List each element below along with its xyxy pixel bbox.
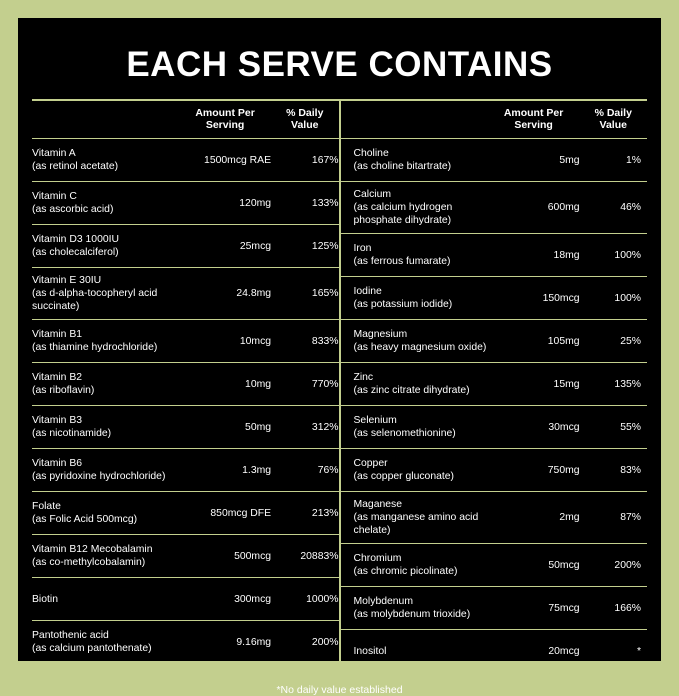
header-daily-line2: Value bbox=[291, 119, 319, 132]
daily-value-percent: 20883% bbox=[271, 535, 338, 578]
nutrient-source: (as retinol acetate) bbox=[32, 161, 119, 173]
nutrient-name: Selenium bbox=[353, 415, 397, 427]
header-amount-right bbox=[488, 101, 580, 139]
nutrient-source: (as zinc citrate dihydrate) bbox=[353, 385, 470, 397]
table-row bbox=[341, 449, 648, 492]
amount-per-serving-value: 50mg bbox=[179, 406, 271, 449]
nutrient-source: (as d-alpha-tocopheryl acid succinate) bbox=[32, 288, 158, 313]
daily-value-percent: 1% bbox=[580, 139, 647, 182]
amount-per-serving-value: 500mcg bbox=[179, 535, 271, 578]
amount-per-serving-value: 105mg bbox=[488, 320, 580, 363]
table-row bbox=[341, 587, 648, 630]
nutrient-source: (as manganese amino acid chelate) bbox=[353, 512, 479, 537]
nutrient-name: Copper bbox=[353, 458, 388, 470]
nutrient-name: Iron bbox=[353, 243, 372, 255]
amount-per-serving-value: 24.8mg bbox=[179, 268, 271, 320]
nutrient-name-cell bbox=[341, 277, 488, 320]
daily-value-percent: 312% bbox=[271, 406, 338, 449]
header-amount-line1: Amount Per bbox=[503, 107, 564, 119]
table-row bbox=[341, 277, 648, 320]
daily-value-percent: 76% bbox=[271, 449, 338, 492]
daily-value-percent: 133% bbox=[271, 182, 338, 225]
daily-value-percent: 1000% bbox=[271, 578, 338, 621]
nutrient-name-cell bbox=[341, 182, 488, 234]
amount-per-serving-value: 50mcg bbox=[488, 544, 580, 587]
daily-value-percent: 200% bbox=[580, 544, 647, 587]
table-row bbox=[32, 406, 339, 449]
nutrient-source: (as ascorbic acid) bbox=[32, 204, 114, 216]
daily-value-percent: 100% bbox=[580, 234, 647, 277]
nutrient-name: Choline bbox=[353, 148, 389, 160]
nutrient-name-cell bbox=[32, 535, 179, 578]
nutrient-source: (as copper gluconate) bbox=[353, 471, 455, 483]
nutrient-name-cell bbox=[341, 587, 488, 630]
daily-value-percent: 125% bbox=[271, 225, 338, 268]
amount-per-serving-value: 30mcg bbox=[488, 406, 580, 449]
daily-value-percent: 213% bbox=[271, 492, 338, 535]
supplement-facts-panel bbox=[18, 18, 661, 696]
table-row bbox=[32, 492, 339, 535]
nutrient-source: (as calcium hydrogen phosphate dihydrate) bbox=[353, 202, 453, 227]
nutrient-name-cell bbox=[341, 406, 488, 449]
header-amount-left bbox=[179, 101, 271, 139]
amount-per-serving-value: 2mg bbox=[488, 492, 580, 544]
nutrient-name-cell bbox=[32, 621, 179, 664]
table-row bbox=[341, 630, 648, 673]
nutrient-name-cell bbox=[32, 225, 179, 268]
table-header-row bbox=[32, 101, 339, 139]
daily-value-percent: 167% bbox=[271, 139, 338, 182]
nutrient-name-cell bbox=[32, 363, 179, 406]
daily-value-percent: 100% bbox=[580, 277, 647, 320]
nutrient-name-cell bbox=[341, 492, 488, 544]
nutrient-source: (as ferrous fumarate) bbox=[353, 256, 451, 268]
amount-per-serving-value: 850mcg DFE bbox=[179, 492, 271, 535]
nutrient-source: (as choline bitartrate) bbox=[353, 161, 452, 173]
header-amount-line2: Serving bbox=[514, 119, 553, 132]
nutrient-name-cell bbox=[32, 406, 179, 449]
table-row bbox=[32, 182, 339, 225]
table-row bbox=[341, 234, 648, 277]
nutrient-source: (as heavy magnesium oxide) bbox=[353, 342, 487, 354]
nutrition-table-wrapper bbox=[32, 101, 647, 673]
daily-value-percent: 165% bbox=[271, 268, 338, 320]
nutrient-name-cell bbox=[32, 182, 179, 225]
amount-per-serving-value: 120mg bbox=[179, 182, 271, 225]
header-daily-line1: % Daily bbox=[594, 107, 632, 119]
table-row bbox=[32, 225, 339, 268]
nutrient-name: Vitamin B3 bbox=[32, 415, 83, 427]
amount-per-serving-value: 25mcg bbox=[179, 225, 271, 268]
amount-per-serving-value: 10mg bbox=[179, 363, 271, 406]
nutrient-name-cell bbox=[32, 578, 179, 621]
amount-per-serving-value: 20mcg bbox=[488, 630, 580, 673]
nutrient-name: Iodine bbox=[353, 286, 382, 298]
header-nutrient-left bbox=[32, 101, 179, 139]
amount-per-serving-value: 15mg bbox=[488, 363, 580, 406]
nutrient-name-cell bbox=[32, 320, 179, 363]
amount-per-serving-value: 750mg bbox=[488, 449, 580, 492]
nutrient-source: (as calcium pantothenate) bbox=[32, 643, 152, 655]
amount-per-serving-value: 75mcg bbox=[488, 587, 580, 630]
nutrition-column-left bbox=[32, 101, 339, 673]
page-title: EACH SERVE CONTAINS bbox=[126, 45, 553, 84]
nutrient-source: (as nicotinamide) bbox=[32, 428, 112, 440]
nutrient-name: Folate bbox=[32, 501, 61, 513]
nutrition-table-right bbox=[341, 101, 648, 673]
nutrient-source: (as pyridoxine hydrochloride) bbox=[32, 471, 166, 483]
nutrient-name: Chromium bbox=[353, 553, 402, 565]
nutrient-name: Vitamin B2 bbox=[32, 372, 83, 384]
table-row bbox=[341, 182, 648, 234]
daily-value-percent: 55% bbox=[580, 406, 647, 449]
daily-value-percent: * bbox=[580, 630, 647, 673]
nutrient-source: (as cholecalciferol) bbox=[32, 247, 119, 259]
nutrient-name: Vitamin A bbox=[32, 148, 76, 160]
table-row bbox=[341, 544, 648, 587]
nutrient-name-cell bbox=[32, 268, 179, 320]
nutrient-name: Vitamin C bbox=[32, 191, 77, 203]
nutrient-name-cell bbox=[341, 363, 488, 406]
daily-value-percent: 166% bbox=[580, 587, 647, 630]
nutrient-name-cell bbox=[32, 492, 179, 535]
header-daily-value-right bbox=[580, 101, 647, 139]
amount-per-serving-value: 1.3mg bbox=[179, 449, 271, 492]
amount-per-serving-value: 600mg bbox=[488, 182, 580, 234]
amount-per-serving-value: 1500mcg RAE bbox=[179, 139, 271, 182]
table-row bbox=[32, 363, 339, 406]
nutrient-name: Vitamin B12 Mecobalamin bbox=[32, 544, 153, 556]
table-row bbox=[341, 492, 648, 544]
nutrient-name-cell bbox=[32, 449, 179, 492]
nutrient-name: Zinc bbox=[353, 372, 374, 384]
header-nutrient-right bbox=[341, 101, 488, 139]
table-row bbox=[32, 320, 339, 363]
nutrient-name: Calcium bbox=[353, 189, 392, 201]
amount-per-serving-value: 9.16mg bbox=[179, 621, 271, 664]
amount-per-serving-value: 5mg bbox=[488, 139, 580, 182]
nutrient-name-cell bbox=[341, 139, 488, 182]
nutrient-name-cell bbox=[341, 234, 488, 277]
nutrient-name: Magnesium bbox=[353, 329, 408, 341]
nutrient-source: (as Folic Acid 500mcg) bbox=[32, 514, 138, 526]
header-amount-line2: Serving bbox=[205, 119, 245, 132]
daily-value-percent: 833% bbox=[271, 320, 338, 363]
nutrient-source: (as riboflavin) bbox=[32, 385, 95, 397]
table-row bbox=[341, 406, 648, 449]
nutrient-name: Vitamin B1 bbox=[32, 329, 83, 341]
nutrient-source: (as thiamine hydrochloride) bbox=[32, 342, 158, 354]
daily-value-percent: 46% bbox=[580, 182, 647, 234]
daily-value-percent: 770% bbox=[271, 363, 338, 406]
daily-value-percent: 83% bbox=[580, 449, 647, 492]
daily-value-percent: 200% bbox=[271, 621, 338, 664]
amount-per-serving-value: 10mcg bbox=[179, 320, 271, 363]
nutrient-source: (as potassium iodide) bbox=[353, 299, 453, 311]
table-row bbox=[341, 139, 648, 182]
nutrient-source: (as selenomethionine) bbox=[353, 428, 456, 440]
nutrient-name: Molybdenum bbox=[353, 596, 413, 608]
table-row bbox=[32, 535, 339, 578]
table-row bbox=[32, 449, 339, 492]
header-daily-value-left bbox=[271, 101, 338, 139]
nutrient-name: Pantothenic acid bbox=[32, 630, 109, 642]
nutrition-column-right bbox=[341, 101, 648, 673]
header-daily-line2: Value bbox=[599, 119, 627, 132]
nutrition-table-left bbox=[32, 101, 339, 664]
nutrient-name: Biotin bbox=[32, 593, 58, 605]
amount-per-serving-value: 18mg bbox=[488, 234, 580, 277]
nutrient-name-cell bbox=[32, 139, 179, 182]
nutrient-source: (as molybdenum trioxide) bbox=[353, 609, 471, 621]
nutrient-source: (as chromic picolinate) bbox=[353, 566, 458, 578]
amount-per-serving-value: 150mcg bbox=[488, 277, 580, 320]
footnote: *No daily value established bbox=[276, 683, 403, 696]
nutrient-name: Inositol bbox=[353, 645, 387, 657]
table-header-row bbox=[341, 101, 648, 139]
table-row bbox=[341, 320, 648, 363]
nutrient-name-cell bbox=[341, 320, 488, 363]
nutrient-name: Vitamin D3 1000IU bbox=[32, 234, 120, 246]
daily-value-percent: 25% bbox=[580, 320, 647, 363]
nutrient-name-cell bbox=[341, 544, 488, 587]
daily-value-percent: 135% bbox=[580, 363, 647, 406]
nutrient-name: Vitamin E 30IU bbox=[32, 275, 102, 287]
header-amount-line1: Amount Per bbox=[195, 107, 255, 119]
table-row bbox=[32, 268, 339, 320]
nutrient-name: Maganese bbox=[353, 499, 403, 511]
table-row bbox=[32, 578, 339, 621]
amount-per-serving-value: 300mcg bbox=[179, 578, 271, 621]
table-row bbox=[32, 621, 339, 664]
nutrient-name: Vitamin B6 bbox=[32, 458, 83, 470]
table-row bbox=[341, 363, 648, 406]
nutrient-name-cell bbox=[341, 449, 488, 492]
nutrient-name-cell bbox=[341, 630, 488, 673]
nutrient-source: (as co-methylcobalamin) bbox=[32, 557, 146, 569]
table-row bbox=[32, 139, 339, 182]
header-daily-line1: % Daily bbox=[286, 107, 324, 119]
daily-value-percent: 87% bbox=[580, 492, 647, 544]
